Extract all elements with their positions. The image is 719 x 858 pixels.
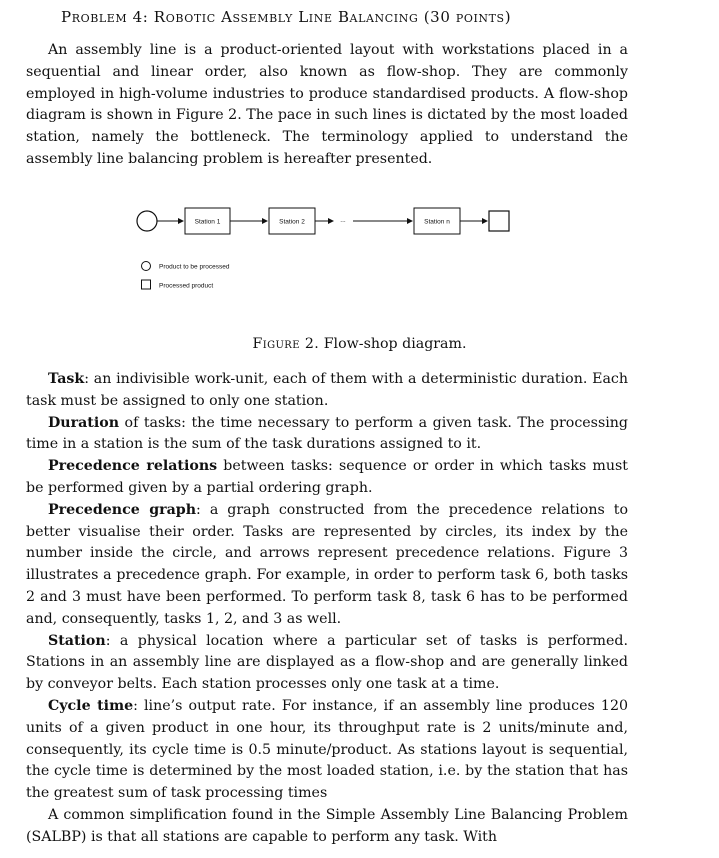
term-precedence-graph-text: : a graph constructed from the precedence relations to better visualise their order. Tasks are represented by circles, its index by the number inside the circle, and arrows represent precedence relations. Figure 3 illustrates a precedence graph. For example, in order to perform task 6, both tasks 2 and 3 must have been performed. To perform task 8, task 6 has to be performed and, consequently, tasks 1, 2, and 3 as well.	[26, 501, 628, 627]
legend-circle-label: Product to be processed	[159, 263, 230, 271]
term-station-text: : a physical location where a particular set of tasks is performed. Stations in an assembly line are displayed as a flow-shop and are generally linked by conveyor belts. Each station processes only one task at a time.	[26, 632, 628, 693]
term-cycle-time	[26, 696, 628, 805]
term-cycle-time-text: : line’s output rate. For instance, if an assembly line produces 120 units of a given product in one hour, its throughput rate is 2 units/minute and, consequently, its cycle time is 0.5 minute/product. As stations layout is sequential, the cycle time is determined by the most loaded station, i.e. by the station that has the greatest sum of task processing times	[26, 697, 628, 802]
term-task-name: Task	[48, 371, 85, 387]
term-duration-text: of tasks: the time necessary to perform a given task. The processing time in a station is the sum of the task durations assigned to it.	[26, 414, 628, 453]
term-task	[26, 369, 628, 413]
intro-paragraph: An assembly line is a product-oriented layout with workstations placed in a sequential and linear order, also known as flow-shop. They are commonly employed in high-volume industries to produce standardised products. A flow-shop diagram is shown in Figure 2. The pace in such lines is dictated by the most loaded station, namely the bottleneck. The terminology applied to understand the assembly line balancing problem is hereafter presented.	[26, 42, 628, 167]
term-duration-name: Duration	[48, 414, 120, 431]
flow-shop-diagram	[135, 198, 535, 308]
legend-circle-icon	[142, 262, 151, 271]
term-task-text: : an indivisible work-unit, each of them with a deterministic duration. Each task must be assigned to only one station.	[26, 371, 628, 409]
legend-square-label: Processed product	[159, 282, 214, 290]
term-precedence-graph	[26, 500, 628, 631]
term-precedence-relations	[26, 456, 628, 500]
station-1-label: Station 1	[194, 218, 221, 226]
input-product-circle	[137, 211, 157, 231]
figure-caption	[0, 336, 719, 352]
term-station-name: Station	[48, 632, 106, 649]
ellipsis-label: ...	[340, 217, 346, 224]
figure-caption-text: Flow-shop diagram.	[323, 336, 467, 352]
term-duration	[26, 413, 628, 457]
station-2-label: Station 2	[279, 218, 305, 226]
terminology-section	[26, 369, 628, 849]
flow-shop-figure	[135, 198, 535, 308]
figure-caption-label: Figure 2.	[252, 336, 320, 352]
term-cycle-time-name: Cycle time	[48, 697, 134, 714]
term-station	[26, 631, 628, 696]
closing-paragraph: A common simplification found in the Simple Assembly Line Balancing Problem (SALBP) is that all stations are capable to perform any task. With	[26, 806, 628, 845]
term-precedence-relations-name: Precedence relations	[48, 458, 218, 475]
output-product-square	[489, 211, 509, 231]
legend-square-icon	[142, 280, 151, 289]
station-n-label: Station n	[424, 218, 450, 226]
term-precedence-graph-name: Precedence graph	[48, 501, 197, 518]
problem-heading: Problem 4: Robotic Assembly Line Balancing (30 points)	[61, 8, 512, 26]
term-precedence-relations-text: between tasks: sequence or order in which tasks must be performed given by a partial ordering graph.	[26, 458, 628, 496]
